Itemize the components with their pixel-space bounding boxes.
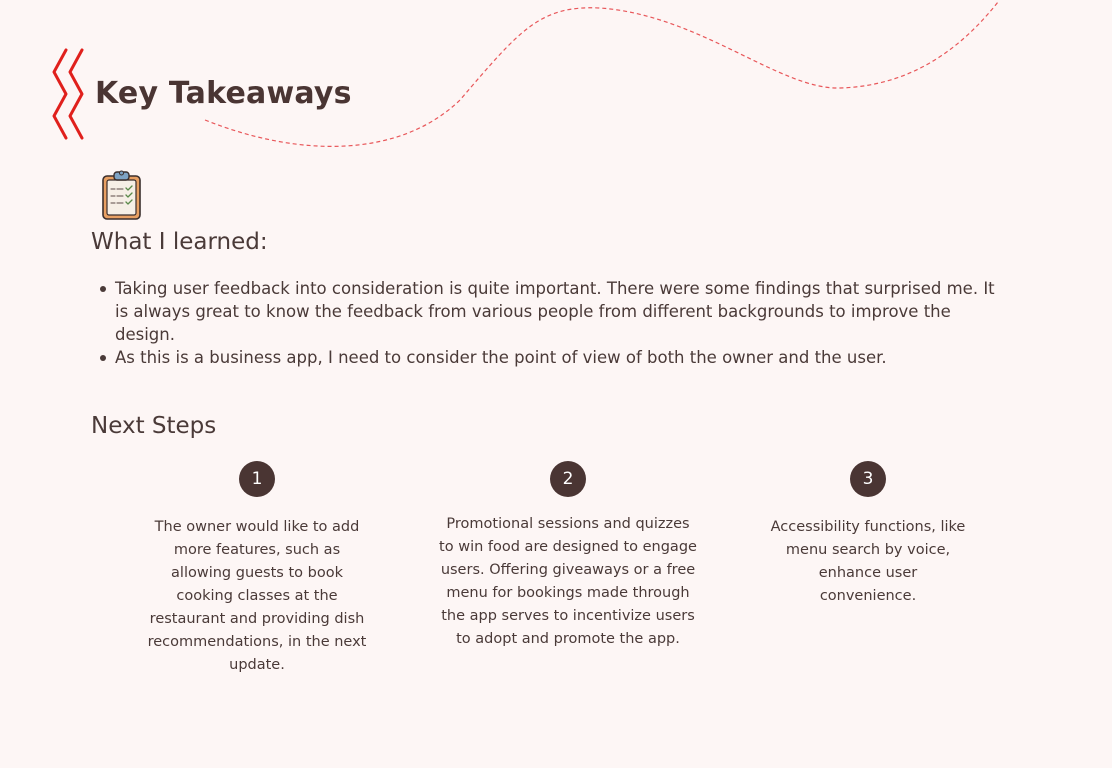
step-number-badge: 3 <box>850 461 886 497</box>
clipboard-checklist-icon <box>100 168 144 222</box>
step-description: Promotional sessions and quizzes to win food are designed to engage users. Offering giveaways or a free menu for bookings made through the app serves to incentivize users to adopt and promote the app. <box>439 516 697 647</box>
zigzag-chevron-icon <box>54 50 82 138</box>
step-description: Accessibility functions, like menu search by voice, enhance user convenience. <box>770 519 966 604</box>
step-description: The owner would like to add more features, such as allowing guests to book cooking classes at the restaurant and providing dish recommendations, in the next update. <box>147 519 367 673</box>
learned-list <box>97 277 997 369</box>
learned-item: As this is a business app, I need to consider the point of view of both the owner and the user. <box>97 346 997 369</box>
step-number-badge: 1 <box>239 461 275 497</box>
learned-heading: What I learned: <box>91 229 268 255</box>
step-number-badge: 2 <box>550 461 586 497</box>
next-steps-heading: Next Steps <box>91 413 217 439</box>
learned-item: Taking user feedback into consideration is quite important. There were some findings that surprised me. It is always great to know the feedback from various people from different backgrounds to improve the design. <box>97 277 997 346</box>
page-title: Key Takeaways <box>95 76 352 111</box>
dashed-wave-line <box>205 2 998 146</box>
